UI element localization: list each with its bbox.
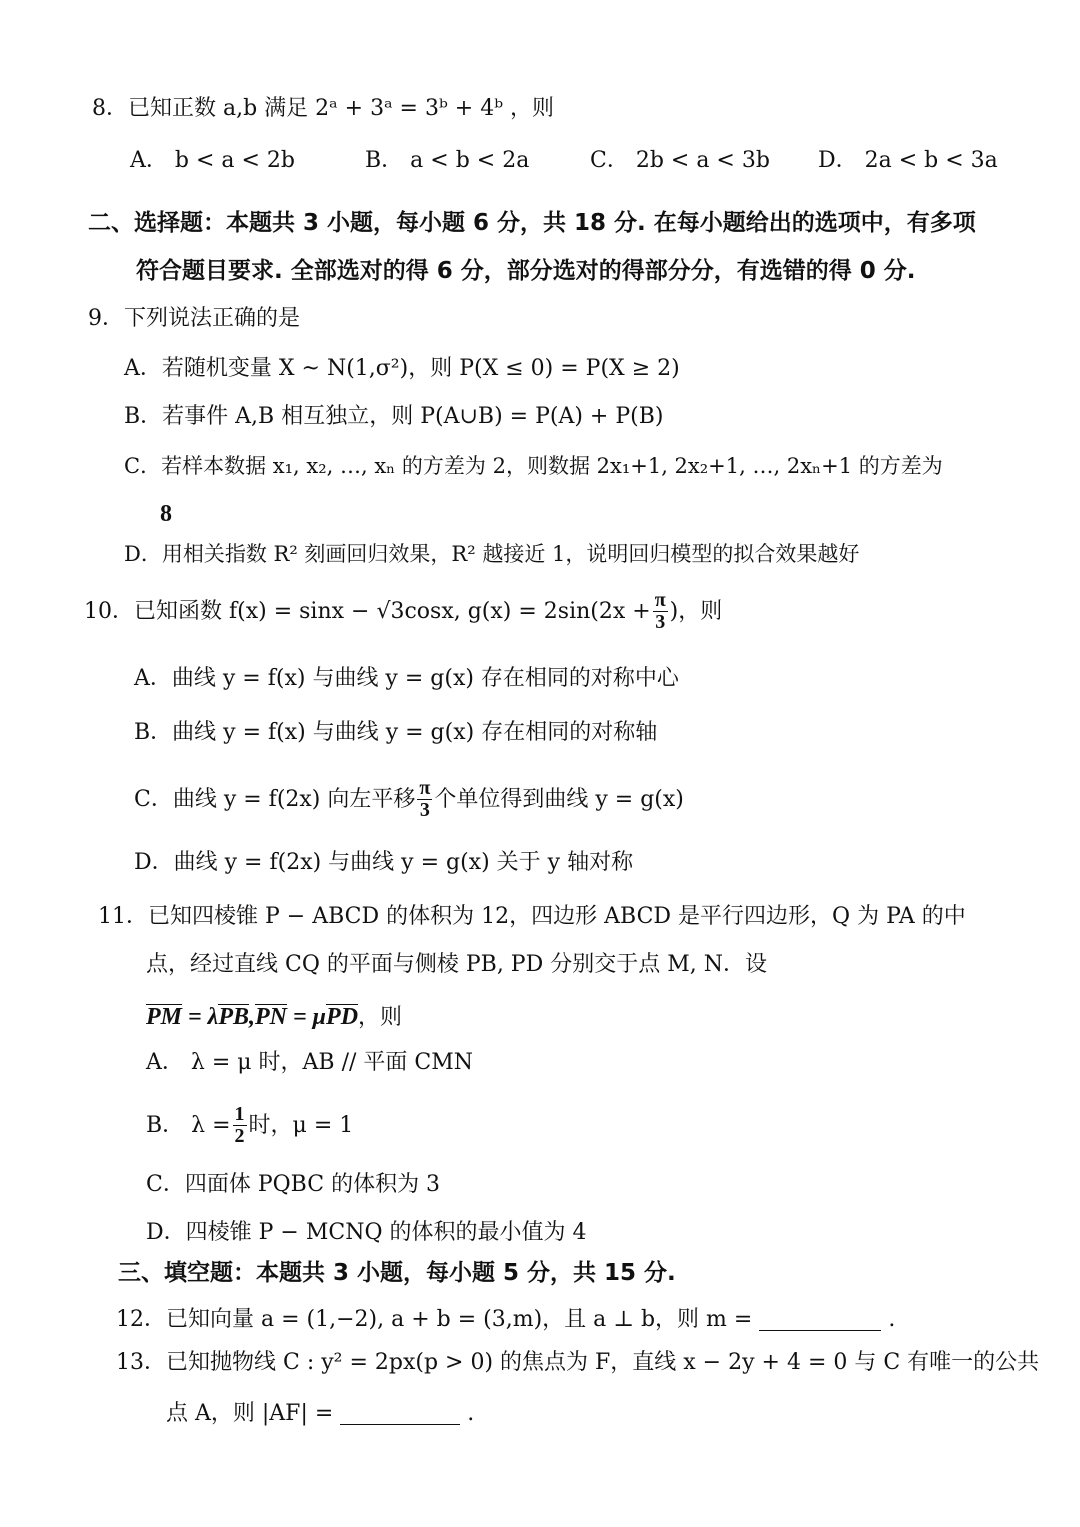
- q10-stem: [84, 590, 722, 633]
- q10-option-c-right: 个单位得到曲线 y = g(x): [434, 786, 684, 812]
- section2-heading-line2: 符合题目要求. 全部选对的得 6 分，部分选对的得部分分，有选错的得 0 分.: [136, 258, 916, 284]
- q11-eq1: = λ: [182, 1004, 219, 1030]
- q10-option-c-left: C．曲线 y = f(2x) 向左平移: [134, 786, 416, 812]
- q11-option-a: A． λ = μ 时，AB // 平面 CMN: [146, 1050, 474, 1075]
- q10-option-a: A．曲线 y = f(x) 与曲线 y = g(x) 存在相同的对称中心: [134, 666, 679, 691]
- q11-option-d: D．四棱锥 P − MCNQ 的体积的最小值为 4: [146, 1220, 587, 1245]
- q10-stem-right: )，则: [669, 598, 723, 624]
- q11-option-b: [146, 1104, 353, 1147]
- q9-option-a: A．若随机变量 X ~ N(1,σ²)，则 P(X ≤ 0) = P(X ≥ 2): [124, 356, 680, 381]
- q13-line2: [166, 1402, 474, 1425]
- q13-line1: 13．已知抛物线 C : y² = 2px(p > 0) 的焦点为 F，直线 x − 2y + 4 = 0 与 C 有唯一的公共: [116, 1350, 1040, 1375]
- section2-heading-line1: 二、选择题：本题共 3 小题，每小题 6 分，共 18 分. 在每小题给出的选项中，有多项: [88, 210, 976, 236]
- q10-c-frac-denominator: 3: [419, 799, 430, 821]
- q8-option-b: B． a < b < 2a: [365, 148, 530, 173]
- q11-stem-line3: [146, 1004, 402, 1029]
- q11-comma: ,: [249, 1004, 255, 1030]
- q10-frac-denominator: 3: [655, 611, 666, 633]
- q13-end: .: [467, 1401, 475, 1426]
- section3-heading: 三、填空题：本题共 3 小题，每小题 5 分，共 15 分.: [118, 1260, 676, 1286]
- q9-option-c-continued: 8: [160, 501, 172, 527]
- q8-option-a: A． b < a < 2b: [130, 148, 296, 173]
- q8-option-c: C． 2b < a < 3b: [590, 148, 770, 173]
- q9-stem: 9．下列说法正确的是: [88, 306, 300, 331]
- q11-option-b-right: 时，μ = 1: [248, 1112, 354, 1138]
- q10-option-b: B．曲线 y = f(x) 与曲线 y = g(x) 存在相同的对称轴: [134, 720, 658, 745]
- q11-option-b-fraction: [233, 1104, 247, 1147]
- q9-option-b: B．若事件 A,B 相互独立，则 P(A∪B) = P(A) + P(B): [124, 404, 664, 429]
- q11-stem-line2: 点，经过直线 CQ 的平面与侧棱 PB, PD 分别交于点 M, N．设: [146, 952, 767, 977]
- q10-option-c: [134, 778, 684, 821]
- q11-b-frac-numerator: 1: [234, 1103, 245, 1125]
- q13-text: 点 A，则 |AF| =: [166, 1401, 334, 1426]
- q12-text: 12．已知向量 a = (1,−2), a + b = (3,m)，且 a ⊥ b，则 m =: [116, 1307, 753, 1332]
- q11-b-frac-denominator: 2: [234, 1125, 245, 1147]
- q12-answer-blank[interactable]: [759, 1308, 881, 1331]
- q11-option-c: C．四面体 PQBC 的体积为 3: [146, 1172, 441, 1197]
- q11-eq2: = μ: [287, 1004, 327, 1030]
- q8-stem: 8．已知正数 a,b 满足 2ᵃ + 3ᵃ = 3ᵇ + 4ᵇ ，则: [92, 96, 554, 121]
- vector-pm: PM: [146, 1004, 182, 1030]
- q11-stem-line1: 11．已知四棱锥 P − ABCD 的体积为 12，四边形 ABCD 是平行四边形，Q 为 PA 的中: [98, 904, 966, 929]
- vector-pn: PN: [255, 1004, 287, 1030]
- q11-option-b-left: B． λ =: [146, 1112, 231, 1138]
- q12-line: [116, 1308, 895, 1331]
- q9-option-d: D．用相关指数 R² 刻画回归效果，R² 越接近 1，说明回归模型的拟合效果越好: [124, 542, 860, 566]
- q10-stem-left: 10．已知函数 f(x) = sinx − √3cosx, g(x) = 2sin(2x +: [84, 598, 651, 624]
- q8-option-d: D． 2a < b < 3a: [818, 148, 998, 173]
- vector-pb: PB: [218, 1004, 249, 1030]
- q10-stem-fraction: [653, 590, 668, 633]
- q10-frac-numerator: π: [654, 589, 666, 611]
- q12-end: .: [888, 1307, 896, 1332]
- q11-stem-tail: ，则: [358, 1005, 403, 1030]
- q9-option-c: C．若样本数据 x₁, x₂, …, xₙ 的方差为 2，则数据 2x₁+1, 2x₂+1, …, 2xₙ+1 的方差为: [124, 454, 943, 478]
- q13-answer-blank[interactable]: [340, 1402, 460, 1425]
- q10-c-frac-numerator: π: [419, 777, 431, 799]
- vector-pd: PD: [326, 1004, 359, 1030]
- q10-option-c-fraction: [417, 778, 432, 821]
- q10-option-d: D．曲线 y = f(2x) 与曲线 y = g(x) 关于 y 轴对称: [134, 850, 634, 875]
